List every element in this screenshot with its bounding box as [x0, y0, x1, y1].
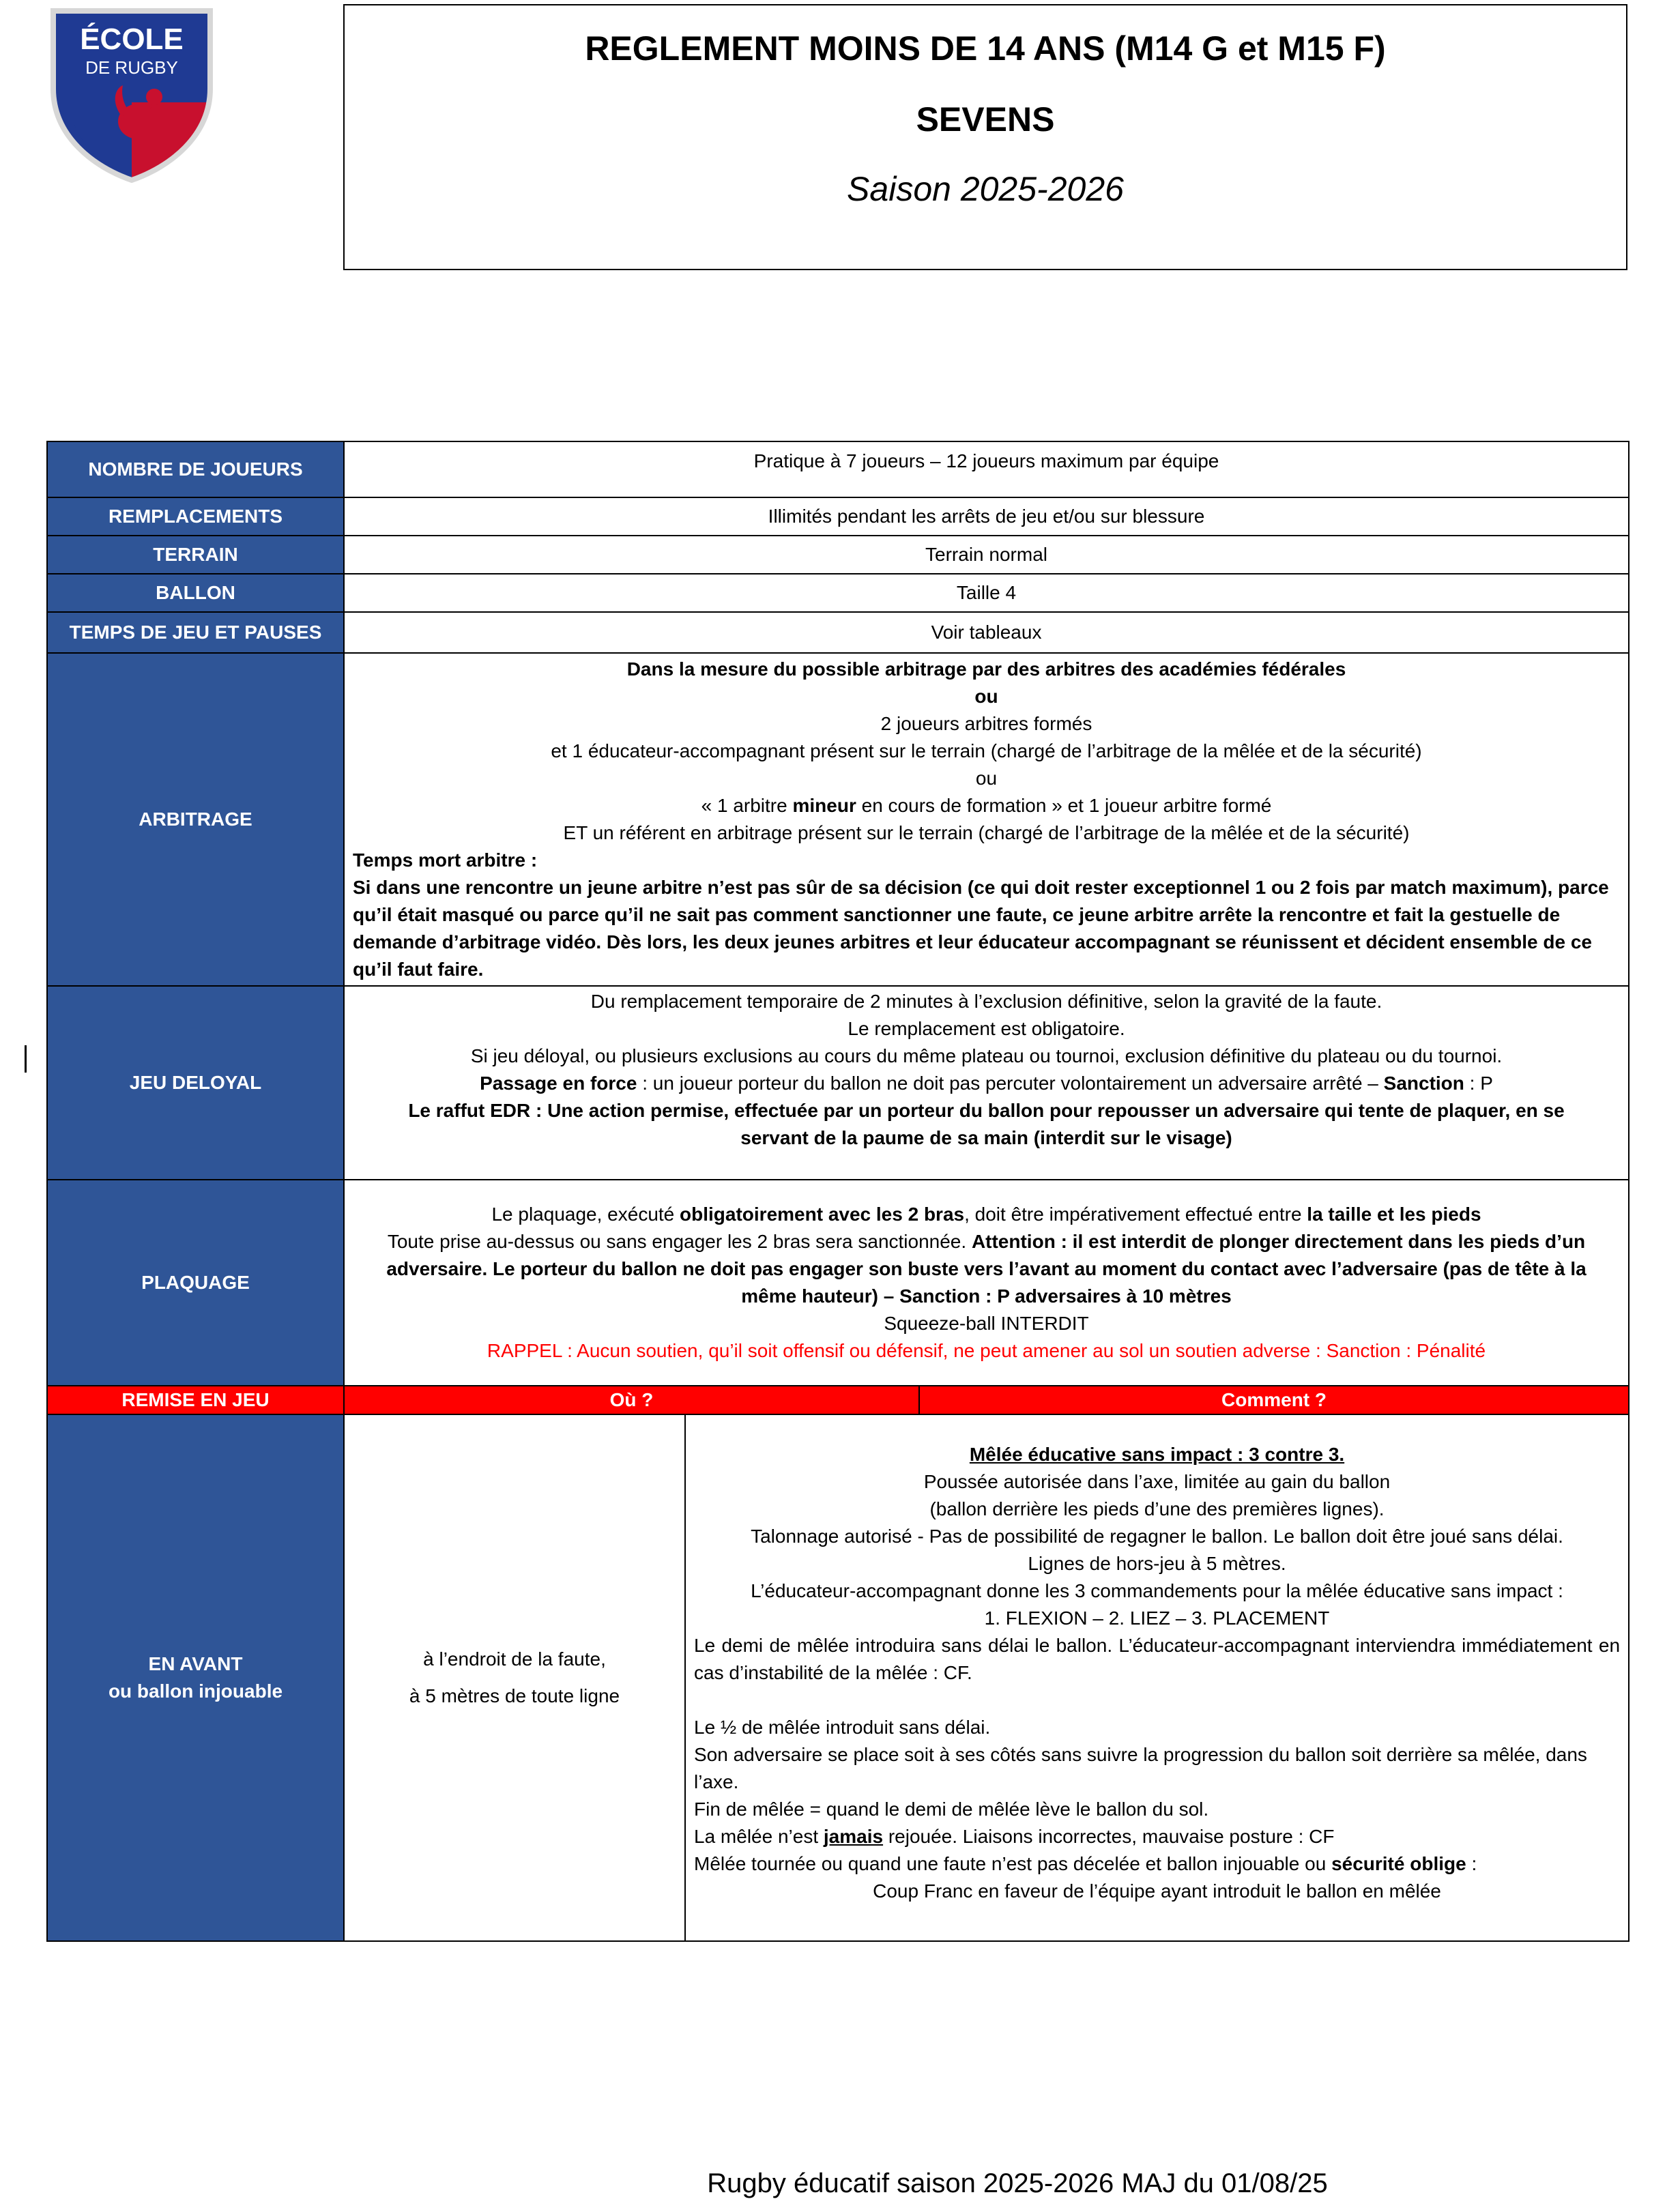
value-nombre-joueurs: Pratique à 7 joueurs – 12 joueurs maximum par équipe — [344, 441, 1629, 497]
arbitrage-line-5: ou — [975, 768, 998, 789]
header-comment: Comment ? — [919, 1386, 1629, 1414]
label-arbitrage: ARBITRAGE — [47, 653, 344, 986]
melee-line-12: La mêlée n’est jamais rejouée. Liaisons incorrectes, mauvaise posture : CF — [694, 1826, 1335, 1847]
row-nombre-joueurs — [47, 441, 1629, 497]
row-jeu-deloyal — [47, 986, 1629, 1180]
value-plaquage — [344, 1180, 1629, 1386]
melee-line-11: Fin de mêlée = quand le demi de mêlée lève le ballon du sol. — [694, 1799, 1209, 1820]
melee-line-9: Le ½ de mêlée introduit sans délai. — [694, 1717, 991, 1738]
temps-mort-heading: Temps mort arbitre : — [353, 849, 538, 871]
where-line-2: à 5 mètres de toute ligne — [409, 1685, 620, 1706]
en-avant-label-2: ou ballon injouable — [108, 1680, 283, 1702]
season-label: Saison 2025-2026 — [847, 170, 1124, 208]
raffut-text: Le raffut EDR : Une action permise, effectuée par un porteur du ballon pour repousser un adversaire qui tente de plaquer, en se servant de la paume de sa main (interdit sur le visage) — [408, 1100, 1565, 1148]
melee-commands: 1. FLEXION – 2. LIEZ – 3. PLACEMENT — [984, 1607, 1330, 1629]
value-arbitrage — [344, 653, 1629, 986]
arbitrage-line-2: ou — [974, 686, 998, 707]
value-ballon: Taille 4 — [344, 574, 1629, 612]
row-remplacements — [47, 497, 1629, 536]
logo-text-rugby: DE RUGBY — [85, 57, 178, 78]
label-remplacements: REMPLACEMENTS — [47, 497, 344, 536]
squeeze-ball-text: Squeeze-ball INTERDIT — [884, 1313, 1089, 1334]
melee-line-2: Poussée autorisée dans l’axe, limitée au gain du ballon — [923, 1471, 1391, 1492]
title-box — [343, 4, 1627, 270]
arbitrage-line-1: Dans la mesure du possible arbitrage par des arbitres des académies fédérales — [626, 658, 1346, 680]
value-comment — [685, 1414, 1629, 1941]
value-remplacements: Illimités pendant les arrêts de jeu et/ou sur blessure — [344, 497, 1629, 536]
where-line-1: à l’endroit de la faute, — [423, 1648, 606, 1670]
logo-text-ecole: ÉCOLE — [80, 23, 184, 56]
en-avant-label-1: EN AVANT — [148, 1653, 243, 1674]
row-arbitrage — [47, 653, 1629, 986]
plaquage-line-1: Le plaquage, exécuté obligatoirement avec les 2 bras, doit être impérativement effectué entre la taille et les pieds — [491, 1204, 1481, 1225]
label-terrain: TERRAIN — [47, 536, 344, 574]
label-nombre-joueurs: NOMBRE DE JOUEURS — [47, 441, 344, 497]
value-ou — [344, 1414, 685, 1941]
value-terrain: Terrain normal — [344, 536, 1629, 574]
rappel-text: RAPPEL : Aucun soutien, qu’il soit offensif ou défensif, ne peut amener au sol un soutien adverse : Sanction : Pénalité — [487, 1340, 1486, 1361]
melee-line-8: Le demi de mêlée introduira sans délai le ballon. L’éducateur-accompagnant interviendra immédiatement en cas d’instabilité de la mêlée : CF. — [694, 1635, 1621, 1683]
spacer — [694, 1687, 1620, 1714]
value-temps-de-jeu: Voir tableaux — [344, 612, 1629, 653]
melee-line-6: L’éducateur-accompagnant donne les 3 commandements pour la mêlée éducative sans impact : — [751, 1580, 1563, 1601]
label-en-avant — [47, 1414, 344, 1941]
arbitrage-line-6: « 1 arbitre mineur en cours de formation » et 1 joueur arbitre formé — [701, 795, 1272, 816]
row-remise-en-jeu — [47, 1386, 1629, 1414]
label-remise-en-jeu: REMISE EN JEU — [47, 1386, 344, 1414]
row-temps-de-jeu — [47, 612, 1629, 653]
melee-line-14: Coup Franc en faveur de l’équipe ayant introduit le ballon en mêlée — [873, 1880, 1441, 1902]
ecole-de-rugby-logo — [46, 7, 217, 183]
melee-heading: Mêlée éducative sans impact : 3 contre 3. — [969, 1444, 1345, 1465]
row-terrain — [47, 536, 1629, 574]
jeu-deloyal-line-2: Le remplacement est obligatoire. — [848, 1018, 1125, 1039]
label-plaquage: PLAQUAGE — [47, 1180, 344, 1386]
melee-line-3: (ballon derrière les pieds d’une des premières lignes). — [929, 1498, 1385, 1519]
document-title: REGLEMENT MOINS DE 14 ANS (M14 G et M15 F) — [585, 29, 1386, 68]
jeu-deloyal-line-3: Si jeu déloyal, ou plusieurs exclusions au cours du même plateau ou tournoi, exclusion définitive du plateau ou du tournoi. — [470, 1045, 1503, 1066]
melee-line-4: Talonnage autorisé - Pas de possibilité de regagner le ballon. Le ballon doit être joué sans délai. — [751, 1526, 1563, 1547]
jeu-deloyal-line-1: Du remplacement temporaire de 2 minutes à l’exclusion définitive, selon la gravité de la faute. — [590, 991, 1382, 1012]
jeu-deloyal-line-4: Passage en force : un joueur porteur du ballon ne doit pas percuter volontairement un adversaire arrêté – Sanction : P — [480, 1073, 1493, 1094]
arbitrage-line-3: 2 joueurs arbitres formés — [880, 713, 1092, 734]
row-en-avant — [47, 1414, 1629, 1941]
document-subtitle: SEVENS — [916, 100, 1055, 139]
arbitrage-line-4: et 1 éducateur-accompagnant présent sur le terrain (chargé de l’arbitrage de la mêlée et de la sécurité) — [551, 740, 1422, 761]
page-footer: Rugby éducatif saison 2025-2026 MAJ du 01/08/25 — [707, 2168, 1328, 2198]
label-temps-de-jeu: TEMPS DE JEU ET PAUSES — [47, 612, 344, 653]
temps-mort-text: Si dans une rencontre un jeune arbitre n’est pas sûr de sa décision (ce qui doit rester exceptionnel 1 ou 2 fois par match maximum), parce qu’il était masqué ou parce qu’il ne sait pas comment sanctionner une faute, ce jeune arbitre arrête la rencontre et fait la gestuelle de demande d’arbitrage vidéo. Dès lors, les deux jeunes arbitres et leur éducateur accompagnant se réunissent et décident ensemble de ce qu’il faut faire. — [353, 877, 1609, 980]
melee-line-5: Lignes de hors-jeu à 5 mètres. — [1028, 1553, 1286, 1574]
value-jeu-deloyal — [344, 986, 1629, 1180]
arbitrage-line-7: ET un référent en arbitrage présent sur le terrain (chargé de l’arbitrage de la mêlée et de la sécurité) — [563, 822, 1410, 843]
melee-line-10: Son adversaire se place soit à ses côtés sans suivre la progression du ballon soit derrière sa mêlée, dans l’axe. — [694, 1744, 1587, 1792]
rules-table — [46, 441, 1630, 1942]
label-ballon: BALLON — [47, 574, 344, 612]
header-ou: Où ? — [344, 1386, 919, 1414]
text-cursor — [25, 1045, 27, 1073]
row-plaquage — [47, 1180, 1629, 1386]
row-ballon — [47, 574, 1629, 612]
plaquage-line-2: Toute prise au-dessus ou sans engager les 2 bras sera sanctionnée. Attention : il est interdit de plonger directement dans les pieds d’un adversaire. Le porteur du ballon ne doit pas engager son buste vers l’avant au moment du contact avec l’adversaire (pas de tête à la même hauteur) – Sanction : P adversaires à 10 mètres — [386, 1231, 1587, 1307]
label-jeu-deloyal: JEU DELOYAL — [47, 986, 344, 1180]
melee-line-13: Mêlée tournée ou quand une faute n’est pas décelée et ballon injouable ou sécurité oblige : — [694, 1853, 1477, 1874]
